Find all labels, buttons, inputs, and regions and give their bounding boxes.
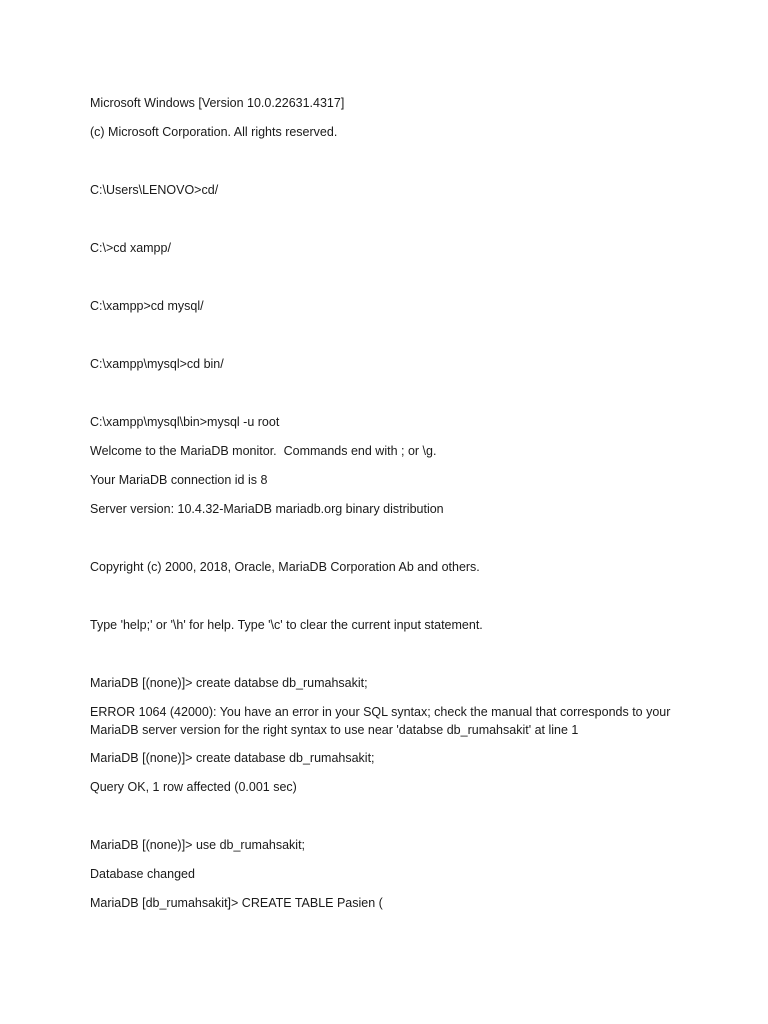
- command-line: MariaDB [db_rumahsakit]> CREATE TABLE Pasien (: [90, 896, 383, 910]
- command-line: C:\>cd xampp/: [90, 241, 171, 255]
- terminal-transcript: [90, 94, 680, 923]
- command-line: MariaDB [(none)]> create databse db_rumahsakit;: [90, 676, 368, 690]
- command-line: C:\xampp>cd mysql/: [90, 299, 204, 313]
- output-line: Welcome to the MariaDB monitor. Commands end with ; or \g.: [90, 444, 437, 458]
- command-line: C:\xampp\mysql\bin>mysql -u root: [90, 415, 280, 429]
- command-line: MariaDB [(none)]> create database db_rumahsakit;: [90, 751, 375, 765]
- output-line: Server version: 10.4.32-MariaDB mariadb.org binary distribution: [90, 502, 444, 516]
- windows-version-line: Microsoft Windows [Version 10.0.22631.4317]: [90, 96, 345, 110]
- command-line: C:\Users\LENOVO>cd/: [90, 183, 219, 197]
- error-line: ERROR 1064 (42000): You have an error in your SQL syntax; check the manual that corresponds to your MariaDB server version for the right syntax to use near 'databse db_rumahsakit' at line 1: [90, 705, 674, 737]
- command-line: C:\xampp\mysql>cd bin/: [90, 357, 224, 371]
- command-line: MariaDB [(none)]> use db_rumahsakit;: [90, 838, 306, 852]
- copyright-microsoft-line: (c) Microsoft Corporation. All rights reserved.: [90, 125, 338, 139]
- output-line: Copyright (c) 2000, 2018, Oracle, MariaDB Corporation Ab and others.: [90, 560, 480, 574]
- output-line: Database changed: [90, 867, 195, 881]
- output-line: Your MariaDB connection id is 8: [90, 473, 268, 487]
- output-line: Type 'help;' or '\h' for help. Type '\c' to clear the current input statement.: [90, 618, 483, 632]
- output-line: Query OK, 1 row affected (0.001 sec): [90, 780, 297, 794]
